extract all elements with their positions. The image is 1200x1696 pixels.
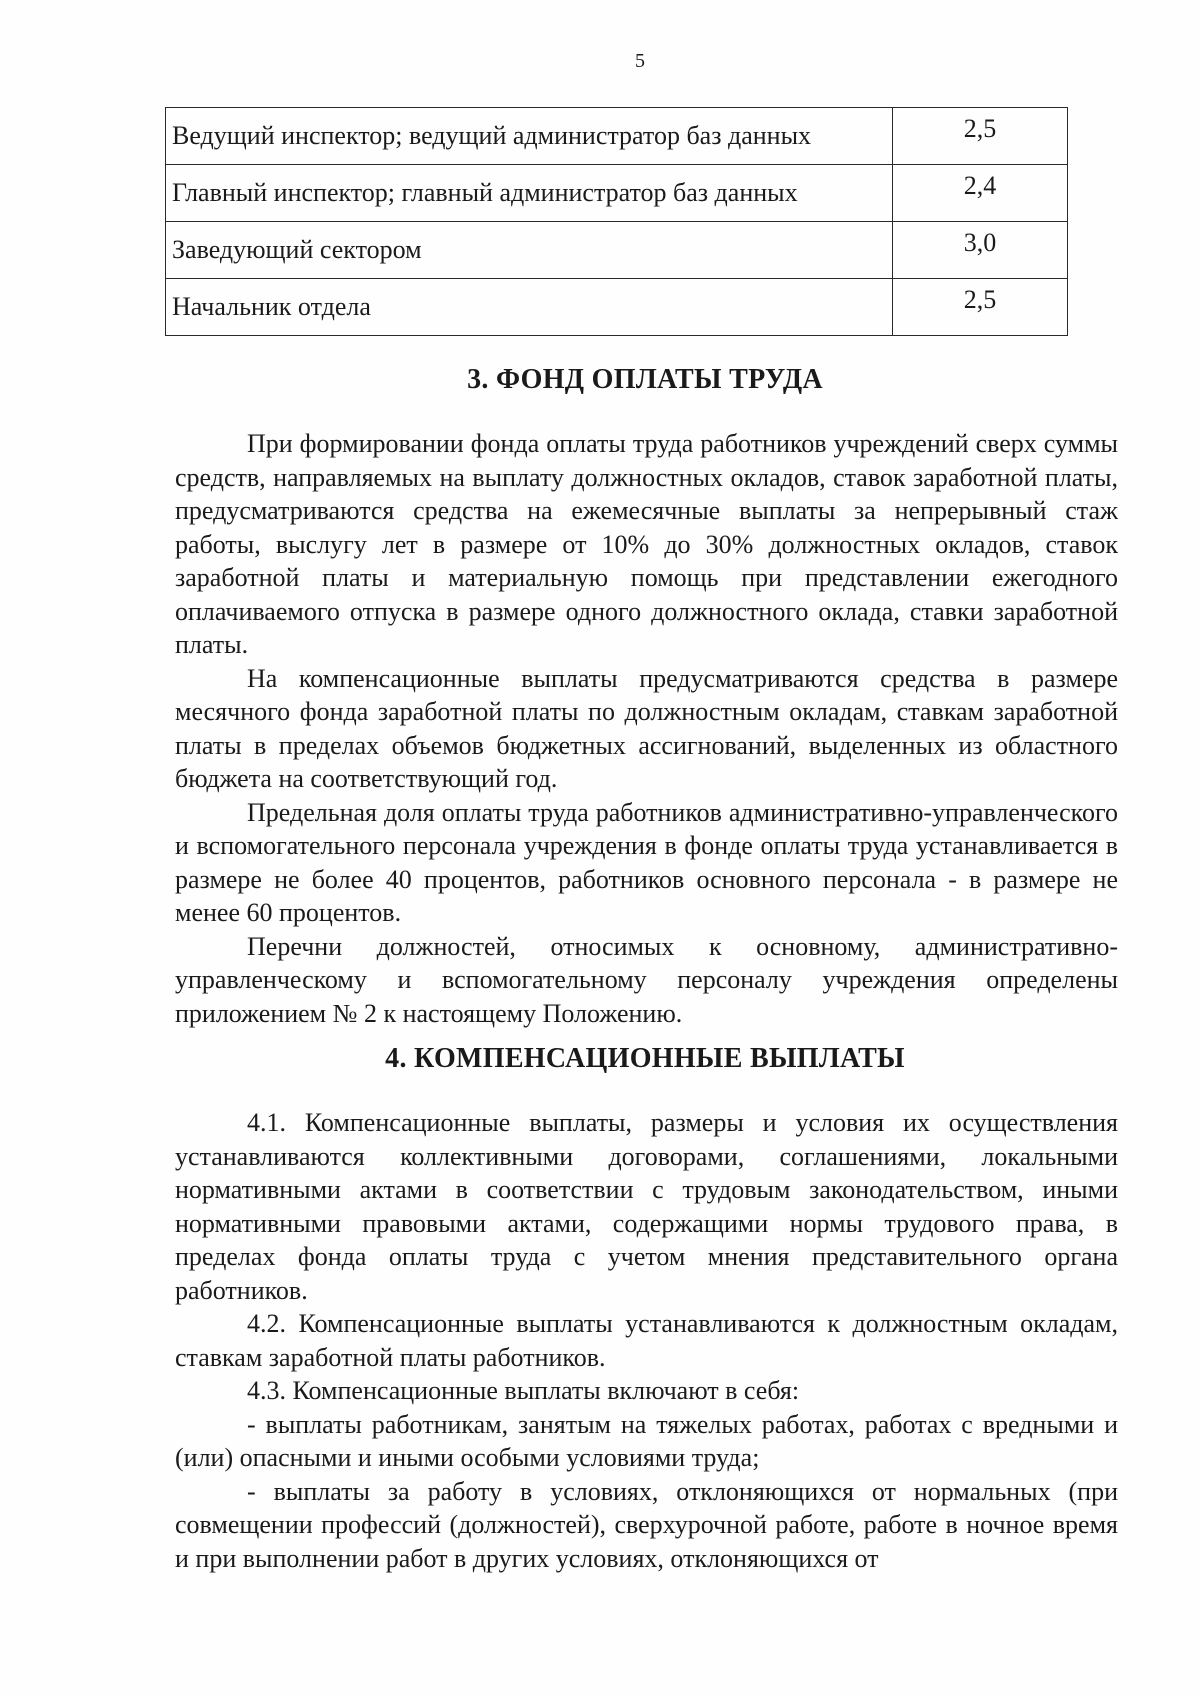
table-row — [166, 108, 1068, 165]
table-cell-position: Главный инспектор; главный администратор баз данных — [166, 165, 893, 222]
table-cell-value: 3,0 — [893, 222, 1068, 279]
section-4-body — [175, 1106, 1118, 1575]
section-3-body — [175, 427, 1118, 1030]
paragraph: При формировании фонда оплаты труда работников учреждений сверх суммы средств, направляемых на выплату должностных окладов, ставок заработной платы, предусматриваются средства на ежемесячные выплаты за непрерывный стаж работы, выслугу лет в размере от 10% до 30% должностных окладов, ставок заработной платы и материальную помощь при представлении ежегодного оплачиваемого отпуска в размере одного должностного оклада, ставки заработной платы. — [175, 429, 1118, 659]
position-coefficient-table — [165, 107, 1068, 336]
table-cell-position: Ведущий инспектор; ведущий администратор баз данных — [166, 108, 893, 165]
paragraph: 4.1. Компенсационные выплаты, размеры и условия их осуществления устанавливаются коллективными договорами, соглашениями, локальными нормативными актами в соответствии с трудовым законодательством, иными нормативными правовыми актами, содержащими нормы трудового права, в пределах фонда оплаты труда с учетом мнения представительного органа работников. — [175, 1108, 1118, 1305]
table-cell-value: 2,5 — [893, 279, 1068, 336]
paragraph: Перечни должностей, относимых к основному, административно-управленческому и вспомогательному персоналу учреждения определены приложением № 2 к настоящему Положению. — [175, 931, 1118, 1028]
paragraph: - выплаты за работу в условиях, отклоняющихся от нормальных (при совмещении профессий (должностей), сверхурочной работе, работе в ночное время и при выполнении работ в других условиях, отклоняющихся от — [175, 1476, 1118, 1573]
table-row — [166, 222, 1068, 279]
paragraph: Предельная доля оплаты труда работников административно-управленческого и вспомогательного персонала учреждения в фонде оплаты труда устанавливается в размере не более 40 процентов, работников основного персонала - в размере не менее 60 процентов. — [175, 797, 1118, 927]
table-cell-position: Заведующий сектором — [166, 222, 893, 279]
table-row — [166, 165, 1068, 222]
table-cell-value: 2,4 — [893, 165, 1068, 222]
paragraph: На компенсационные выплаты предусматриваются средства в размере месячного фонда заработной платы по должностным окладам, ставкам заработной платы в пределах объемов бюджетных ассигнований, выделенных из областного бюджета на соответствующий год. — [175, 663, 1118, 793]
paragraph: 4.3. Компенсационные выплаты включают в себя: — [247, 1376, 800, 1405]
table-cell-position: Начальник отдела — [166, 279, 893, 336]
section-3-heading: 3. ФОНД ОПЛАТЫ ТРУДА — [467, 364, 823, 395]
section-4-heading: 4. КОМПЕНСАЦИОННЫЕ ВЫПЛАТЫ — [385, 1043, 905, 1074]
table-cell-value: 2,5 — [893, 108, 1068, 165]
paragraph: 4.2. Компенсационные выплаты устанавливаются к должностным окладам, ставкам заработной платы работников. — [175, 1309, 1118, 1372]
page-number: 5 — [635, 50, 645, 72]
table-row — [166, 279, 1068, 336]
paragraph: - выплаты работникам, занятым на тяжелых работах, работах с вредными и (или) опасными и иными особыми условиями труда; — [175, 1409, 1118, 1472]
